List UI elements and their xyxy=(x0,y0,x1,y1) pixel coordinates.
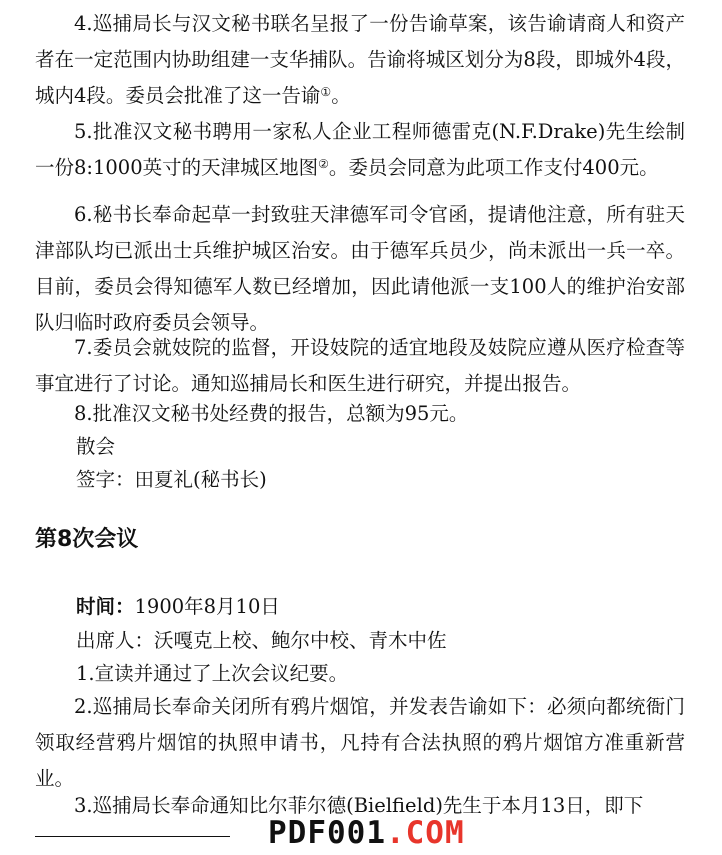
watermark-domain-text: .COM xyxy=(385,815,465,851)
meeting-item-2: 2.巡捕局长奉命关闭所有鸦片烟馆，并发表告谕如下：必须向都统衙门领取经营鸦片烟馆的执照申请书，凡持有合法执照的鸦片烟馆方准重新营业。 xyxy=(35,695,685,790)
minutes-item-5-text: 5.批准汉文秘书聘用一家私人企业工程师德雷克(N.F.Drake)先生绘制一份8:1000英寸的天津城区地图 xyxy=(35,120,685,179)
minutes-item-4-text: 4.巡捕局长与汉文秘书联名呈报了一份告谕草案，该告谕请商人和资产者在一定范围内协助组建一支华捕队。告谕将城区划分为8段，即城外4段，城内4段。委员会批准了这一告谕 xyxy=(35,12,685,107)
minutes-item-7: 7.委员会就妓院的监督，开设妓院的适宜地段及妓院应遵从医疗检查等事宜进行了讨论。通知巡捕局长和医生进行研究，并提出报告。 xyxy=(35,336,685,395)
footnote-mark-1: ① xyxy=(320,85,332,99)
minutes-item-8: 8.批准汉文秘书处经费的报告，总额为95元。 xyxy=(74,402,469,425)
meeting-time xyxy=(76,589,686,625)
watermark-logo xyxy=(268,813,465,853)
watermark-main-text: PDF001 xyxy=(268,815,386,851)
adjourn-note: 散会 xyxy=(76,435,116,458)
minutes-item-5-end: 。委员会同意为此项工作支付400元。 xyxy=(328,156,659,179)
minutes-item-4 xyxy=(35,6,685,114)
minutes-item-6: 6.秘书长奉命起草一封致驻天津德军司令官函，提请他注意，所有驻天津部队均已派出士兵维护城区治安。由于德军兵员少，尚未派出一兵一卒。目前，委员会得知德军人数已经增加，因此请他派一支100人的维护治安部队归临时政府委员会领导。 xyxy=(35,203,685,334)
minutes-item-5 xyxy=(35,114,685,186)
meeting-time-label: 时间： xyxy=(76,595,135,618)
meeting-item-1: 1.宣读并通过了上次会议纪要。 xyxy=(76,662,349,685)
meeting-time-value: 1900年8月10日 xyxy=(134,595,280,618)
footnote-mark-2: ② xyxy=(318,157,329,171)
minutes-item-4-end: 。 xyxy=(331,84,351,107)
meeting-attendees: 出席人：沃嘎克上校、鲍尔中校、青木中佐 xyxy=(76,629,447,652)
meeting-heading: 第8次会议 xyxy=(35,527,139,552)
meeting-item-3: 3.巡捕局长奉命通知比尔菲尔德(Bielfield)先生于本月13日，即下 xyxy=(74,794,644,817)
footnote-divider xyxy=(35,836,230,837)
signature-line: 签字：田夏礼(秘书长) xyxy=(76,468,267,491)
